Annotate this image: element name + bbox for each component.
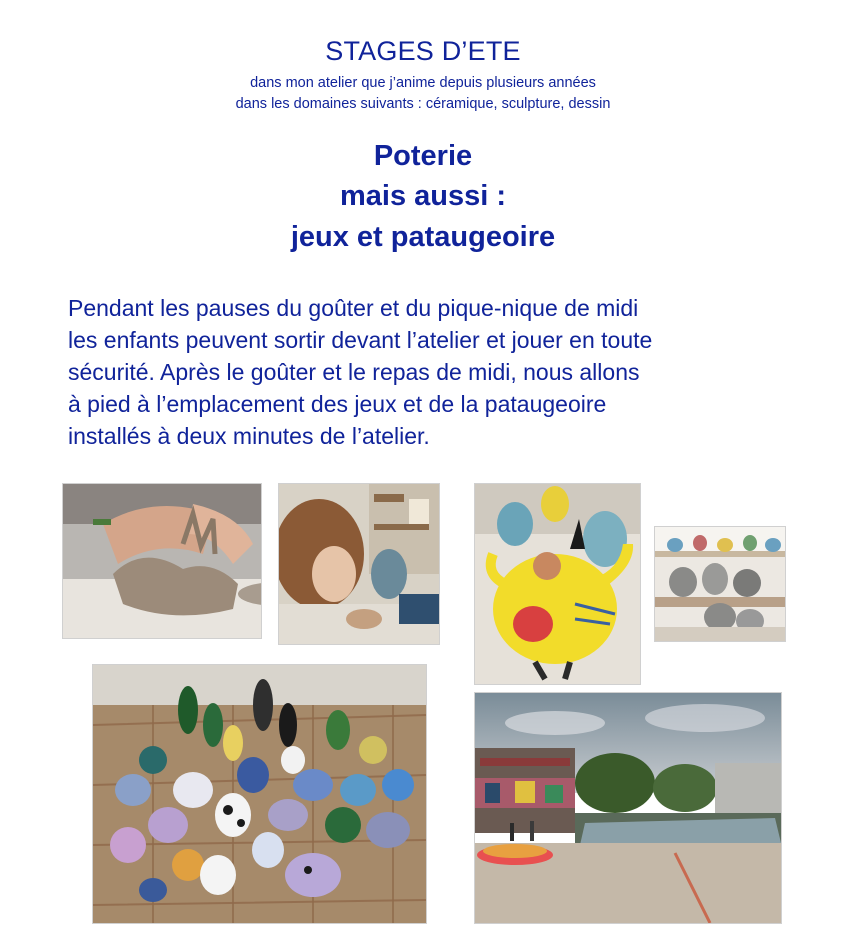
subtitle-line-2: dans les domaines suivants : céramique, sculpture, dessin [235, 96, 611, 112]
subtitle-line-1: dans mon atelier que j’anime depuis plusieurs années [250, 75, 596, 91]
photo-ceramic-animals [92, 664, 427, 924]
body-line: les enfants peuvent sortir devant l’atelier et jouer en toute [68, 327, 653, 353]
body-line: installés à deux minutes de l’atelier. [68, 423, 430, 449]
photo-clay-sculpting [62, 483, 262, 639]
headline-line-3: jeux et pataugeoire [290, 221, 556, 253]
headline-line-1: Poterie [373, 140, 473, 172]
photo-child-painting [278, 483, 440, 645]
photo-ceramics-shelf [654, 526, 786, 642]
body-line: à pied à l’emplacement des jeux et de la pataugeoire [68, 391, 607, 417]
headline-line-2: mais aussi : [339, 180, 507, 212]
body-line: Pendant les pauses du goûter et du pique-nique de midi [68, 295, 639, 321]
body-line: sécurité. Après le goûter et le repas de midi, nous allons [68, 359, 640, 385]
photo-yellow-teapot [474, 483, 641, 685]
page-title: STAGES D’ETE [325, 36, 521, 66]
photo-paddling-pool [474, 692, 782, 924]
body-paragraph [68, 292, 788, 452]
